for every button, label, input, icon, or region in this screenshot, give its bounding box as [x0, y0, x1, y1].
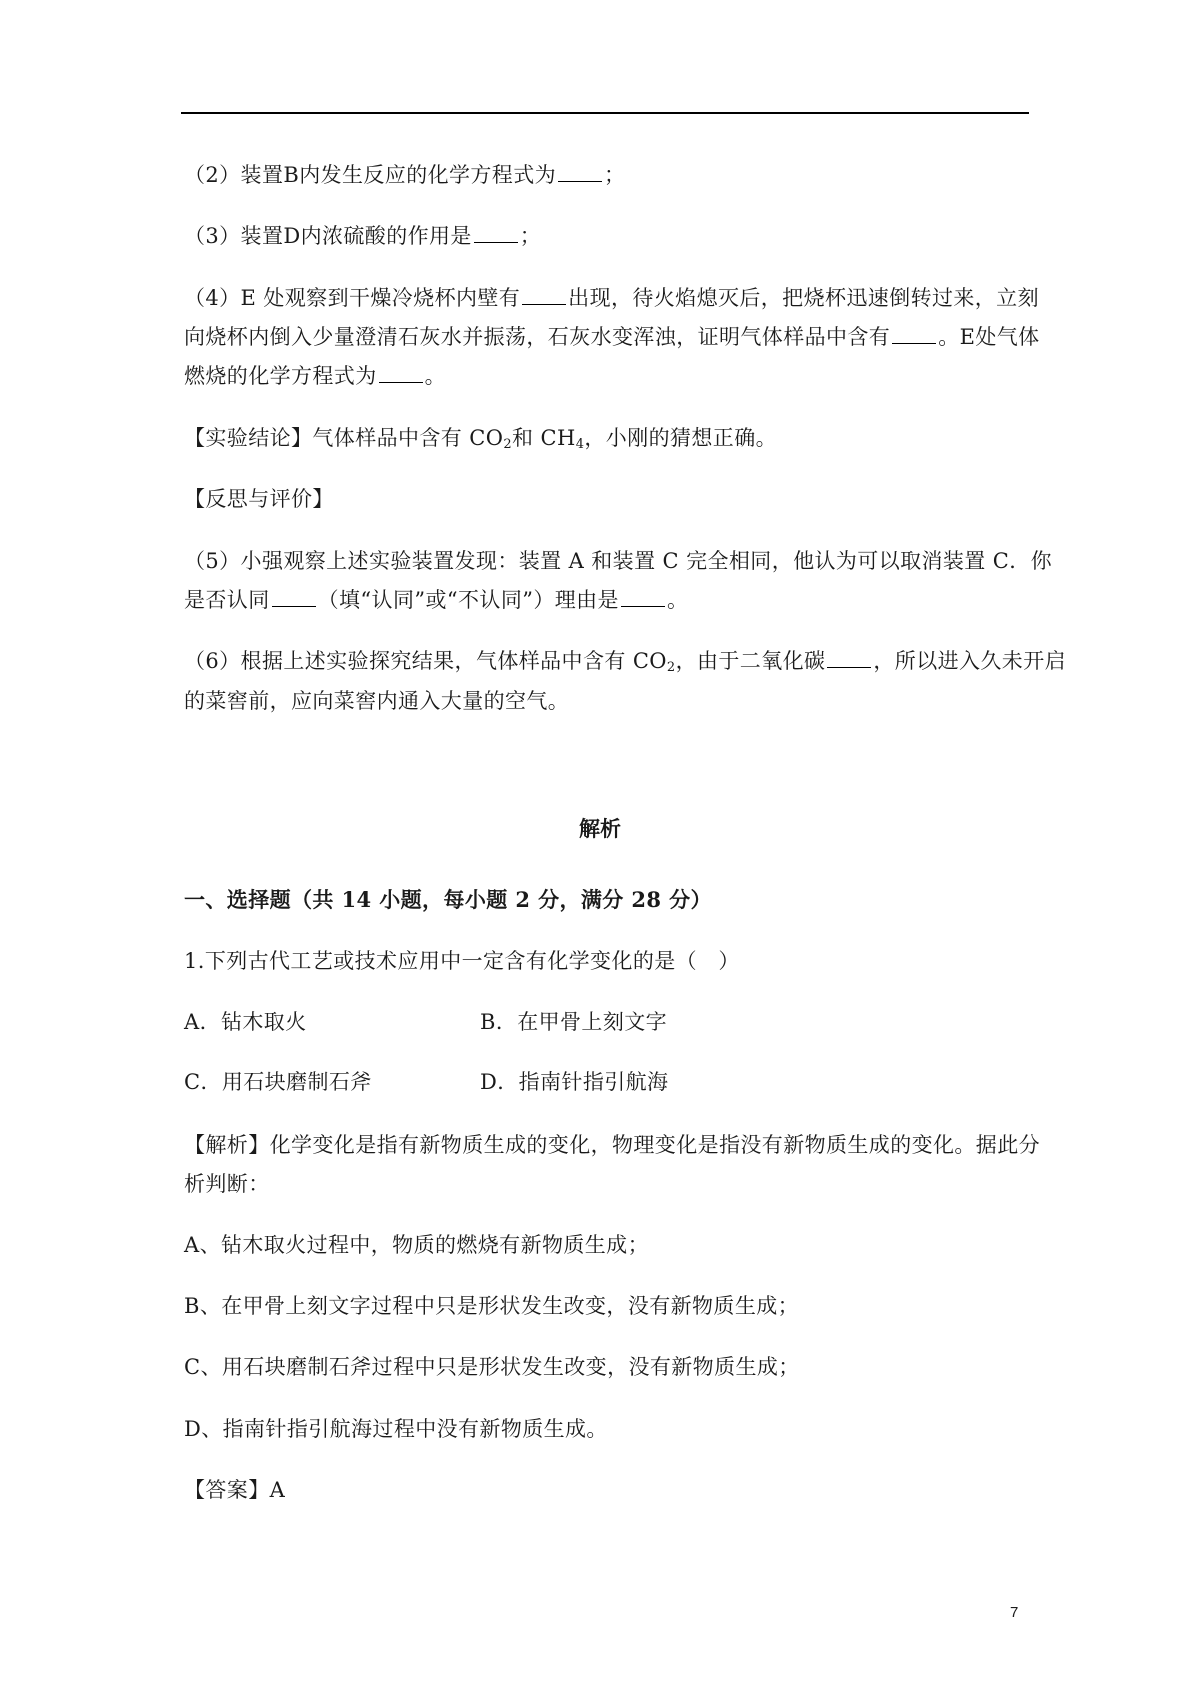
question-6-text-b: ，由于二氧化碳: [675, 649, 826, 673]
answer-blank: [272, 586, 316, 607]
subscript: 2: [666, 660, 676, 675]
question-5-line-1: （5）小强观察上述实验装置发现：装置 A 和装置 C 完全相同，他认为可以取消装置 C．你: [184, 549, 1053, 573]
option-a: A．钻木取火: [184, 1010, 307, 1034]
conclusion-text-b: 和 CH: [512, 426, 576, 450]
question-4-line-2: [184, 322, 1040, 352]
question-6-line-2: 的菜窖前，应向菜窖内通入大量的空气。: [184, 689, 570, 713]
question-2-text: （2）装置B内发生反应的化学方程式为: [184, 163, 556, 187]
analysis-a: A、钻木取火过程中，物质的燃烧有新物质生成；: [184, 1233, 649, 1257]
subscript: 4: [575, 437, 585, 452]
question-4-line-1: [184, 283, 1039, 313]
question-6-line-1: [184, 646, 1067, 676]
question-4-text-d: 。E处气体: [938, 325, 1040, 349]
question-5-text-b: （填“认同”或“不认同”）理由是: [317, 588, 619, 612]
question-5-text-a: 是否认同: [184, 588, 270, 612]
page-number: 7: [1010, 1604, 1019, 1621]
question-5-text-c: 。: [666, 588, 689, 612]
question-4-text-e: 燃烧的化学方程式为: [184, 364, 377, 388]
analysis-b: B、在甲骨上刻文字过程中只是形状发生改变，没有新物质生成；: [184, 1294, 800, 1318]
reflection-label: 【反思与评价】: [184, 487, 334, 511]
header-rule: [181, 112, 1029, 114]
explanation-line-1: [184, 1130, 1041, 1160]
question-2-end: ；: [604, 163, 626, 187]
analysis-title: 解析: [579, 816, 621, 841]
explanation-text: 化学变化是指有新物质生成的变化，物理变化是指没有新物质生成的变化。据此分: [269, 1133, 1041, 1157]
explanation-label: 【解析】: [184, 1133, 270, 1157]
analysis-d: D、指南针指引航海过程中没有新物质生成。: [184, 1417, 608, 1441]
option-b: B．在甲骨上刻文字: [480, 1010, 668, 1034]
option-c: C．用石块磨制石斧: [184, 1070, 372, 1094]
answer-blank: [474, 222, 518, 243]
question-6-text-c: ，所以进入久未开启: [873, 649, 1067, 673]
conclusion-text-c: ，小刚的猜想正确。: [584, 426, 777, 450]
option-d: D．指南针指引航海: [480, 1070, 669, 1094]
conclusion-label: 【实验结论】: [184, 426, 313, 450]
answer-blank: [522, 284, 566, 305]
explanation-line-2: 析判断：: [184, 1172, 270, 1196]
question-3: [184, 221, 1029, 251]
question-4-text-f: 。: [424, 364, 447, 388]
question-4-text-c: 向烧杯内倒入少量澄清石灰水并振荡，石灰水变浑浊，证明气体样品中含有: [184, 325, 891, 349]
answer-line: [184, 1475, 1029, 1505]
question-6-text-a: （6）根据上述实验探究结果，气体样品中含有 CO: [184, 649, 667, 673]
question-1-stem: 1.下列古代工艺或技术应用中一定含有化学变化的是（ ）: [184, 949, 740, 973]
question-2: [184, 160, 1029, 190]
question-4-text-b: 出现，待火焰熄灭后，把烧杯迅速倒转过来，立刻: [568, 286, 1039, 310]
question-4-line-3: [184, 361, 1029, 391]
question-4-text-a: （4）E 处观察到干燥冷烧杯内壁有: [184, 286, 521, 310]
experiment-conclusion: [184, 423, 1029, 453]
conclusion-text-a: 气体样品中含有 CO: [312, 426, 504, 450]
section-heading: 一、选择题（共 14 小题，每小题 2 分，满分 28 分）: [184, 887, 712, 912]
answer-blank: [892, 323, 936, 344]
answer-blank: [379, 362, 423, 383]
answer-blank: [827, 647, 871, 668]
question-3-text: （3）装置D内浓硫酸的作用是: [184, 224, 472, 248]
answer-value: A: [269, 1478, 286, 1502]
answer-blank: [621, 586, 665, 607]
subscript: 2: [503, 437, 513, 452]
answer-blank: [558, 161, 602, 182]
answer-label: 【答案】: [184, 1478, 270, 1502]
analysis-c: C、用石块磨制石斧过程中只是形状发生改变，没有新物质生成；: [184, 1355, 800, 1379]
question-3-end: ；: [519, 224, 542, 248]
question-5-line-2: [184, 585, 1029, 615]
